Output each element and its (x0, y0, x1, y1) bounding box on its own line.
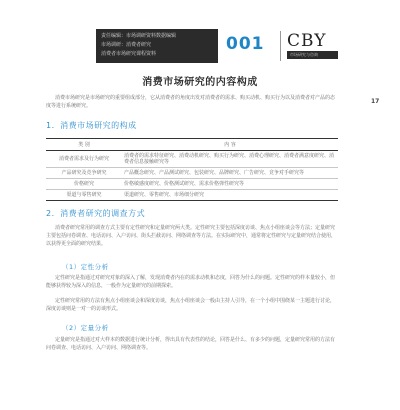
content-table (46, 138, 338, 201)
subsection-heading: （1）定性分析 (62, 263, 109, 271)
subsection-heading: （2）定量分析 (62, 324, 109, 332)
table-cell: 消费者需求及行为研究 (46, 151, 122, 168)
table-cell: 价格研究 (46, 179, 122, 190)
header-line: 市场调研：消费者研究 (101, 42, 152, 48)
subsection-paragraph: 定性研究是指通过对研究对象的深入了解，发现消费者内在的需求动机和态度，回答为什么的问题。定性研究的样本量较小，但能够获得较为深入的信息，一般作为定量研究的前期探索。 (46, 275, 336, 289)
section-heading: 1．消费市场研究的构成 (46, 121, 137, 130)
header-line: 消费者市场研究课程资料 (101, 51, 157, 57)
brand-logo: CBY (287, 31, 327, 51)
table-cell: 产品研究及竞争研究 (46, 168, 122, 179)
table-header: 内 容 (122, 139, 338, 151)
subsection-paragraph: 定量研究是指通过对大样本的数据进行统计分析，得出具有代表性的结论，回答是什么、有多少的问题，定量研究常用的方法有问卷调查、电话访问、入户访问、网络调查等。 (46, 337, 336, 351)
section-paragraph: 消费者研究常用的调查方式主要有定性研究和定量研究两大类。定性研究主要包括深度访谈、焦点小组座谈会等方法；定量研究主要包括问卷调查、电话访问、入户访问、街头拦截访问、网络调查等方法。在实际研究中，通常将定性研究与定量研究结合使用，以获得更全面的研究结果。 (46, 225, 337, 247)
table-cell: 渠道与零售研究 (46, 190, 122, 201)
chapter-code: 001 (226, 34, 265, 54)
table-cell: 消费者的需求特征研究、消费动机研究、购买行为研究、消费心理研究、消费者满意度研究、消费者信息接触研究等 (122, 151, 338, 168)
table-row (46, 190, 338, 201)
header-info-box (96, 29, 218, 63)
section-heading: 2．消费者研究的调查方式 (46, 209, 146, 218)
header-line: 责任编辑：市场调研资料数据编辑 (101, 33, 177, 39)
page-title: 消费市场研究的内容构成 (142, 77, 258, 88)
page-number: 17 (371, 98, 380, 105)
table-cell: 价格敏感度研究、价格测试研究、需求价格弹性研究等 (122, 179, 338, 190)
intro-paragraph: 消费市场研究是市场研究的重要组成部分，它从消费者的角度出发对消费者的需求、购买动机、购买行为以及消费者对产品的态度等进行系统研究。 (46, 95, 336, 109)
subsection-paragraph: 定性研究常用的方法有焦点小组座谈会和深度访谈，焦点小组座谈会一般由主持人引导，在一个小组中围绕某一主题进行讨论，深度访谈则是一对一的访谈形式。 (46, 298, 336, 312)
table-row (46, 168, 338, 179)
table-row (46, 151, 338, 168)
table-cell: 产品概念研究、产品测试研究、包装研究、品牌研究、广告研究、竞争对手研究等 (122, 168, 338, 179)
brand-subtitle: 市场研究与咨询 (290, 52, 318, 57)
table-cell: 渠道研究、零售研究、市场细分研究 (122, 190, 338, 201)
table-row (46, 179, 338, 190)
header-divider (280, 31, 281, 61)
table-header: 类 别 (46, 139, 122, 151)
